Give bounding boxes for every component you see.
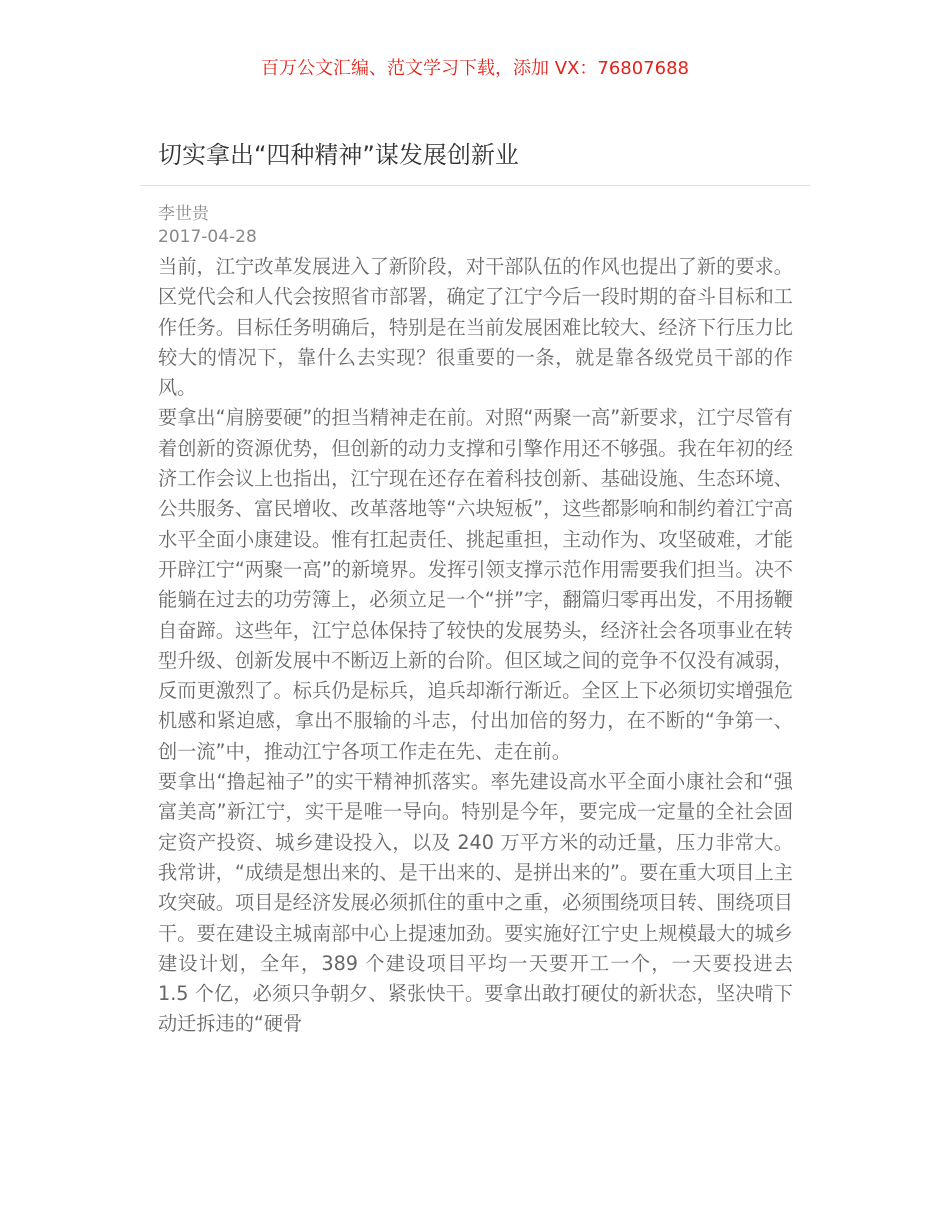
paragraph: 当前，江宁改革发展进入了新阶段，对干部队伍的作风也提出了新的要求。区党代会和人代会按照省市部署，确定了江宁今后一段时期的奋斗目标和工作任务。目标任务明确后，特别是在当前发展困难比较大、经济下行压力比较大的情况下，靠什么去实现？很重要的一条，就是靠各级党员干部的作风。 (158, 255, 793, 400)
article-author: 李世贵 (158, 204, 209, 224)
article-date: 2017-04-28 (158, 227, 257, 247)
article-body (158, 252, 793, 1040)
paragraph: 要拿出“肩膀要硬”的担当精神走在前。对照“两聚一高”新要求，江宁尽管有着创新的资源优势，但创新的动力支撑和引擎作用还不够强。我在年初的经济工作会议上也指出，江宁现在还存在着科技创新、基础设施、生态环境、公共服务、富民增收、改革落地等“六块短板”，这些都影响和制约着江宁高水平全面小康建设。惟有扛起责任、挑起重担，主动作为、攻坚破难，才能开辟江宁“两聚一高”的新境界。发挥引领支撑示范作用需要我们担当。决不能躺在过去的功劳簿上，必须立足一个“拼”字，翻篇归零再出发，不用扬鞭自奋蹄。这些年，江宁总体保持了较快的发展势头，经济社会各项事业在转型升级、创新发展中不断迈上新的台阶。但区域之间的竞争不仅没有减弱，反而更激烈了。标兵仍是标兵，追兵却渐行渐近。全区上下必须切实增强危机感和紧迫感，拿出不服输的斗志，付出加倍的努力，在不断的“争第一、创一流”中，推动江宁各项工作走在先、走在前。 (158, 406, 793, 763)
article-title: 切实拿出“四种精神”谋发展创新业 (158, 141, 519, 169)
promo-banner: 百万公文汇编、范文学习下载，添加 VX：76807688 (261, 58, 689, 79)
paragraph: 要拿出“撸起袖子”的实干精神抓落实。率先建设高水平全面小康社会和“强富美高”新江宁，实干是唯一导向。特别是今年，要完成一定量的全社会固定资产投资、城乡建设投入，以及 240 万平方米的动迁量，压力非常大。我常讲，“成绩是想出来的、是干出来的、是拼出来的”。要在重大项目上主攻突破。项目是经济发展必须抓住的重中之重，必须围绕项目转、围绕项目干。要在建设主城南部中心上提速加劲。要实施好江宁史上规模最大的城乡建设计划，全年，389 个建设项目平均一天要开工一个，一天要投进去 1.5 个亿，必须只争朝夕、紧张快干。要拿出敢打硬仗的新状态，坚决啃下动迁拆违的“硬骨 (158, 770, 793, 1036)
title-divider (140, 185, 810, 186)
